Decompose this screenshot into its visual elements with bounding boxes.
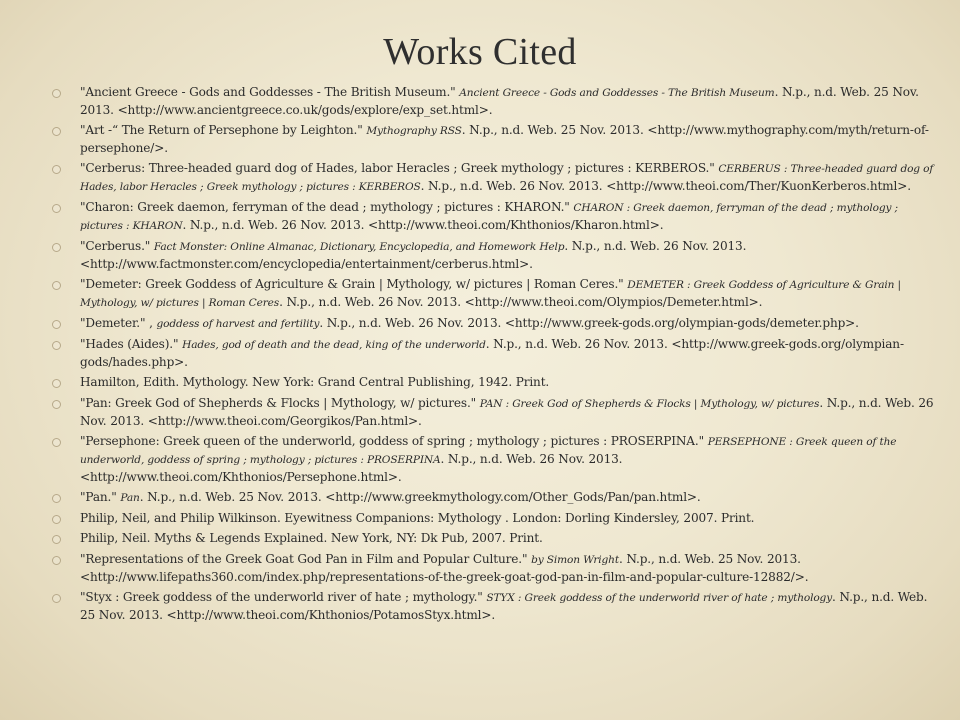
reference-text: Philip, Neil, and Philip Wilkinson. Eyewitness Companions: Mythology . London: Dorling Kindersley, 2007. Print. xyxy=(80,510,755,525)
bullet-icon xyxy=(52,515,61,524)
reference-source-title: PERSEPHONE : Greek queen of the underworld, goddess of spring ; mythology ; pictures : PROSERPINA xyxy=(80,435,897,466)
reference-source-title: Pan xyxy=(120,491,140,504)
reference-text: "Art -“ The Return of Persephone by Leighton." xyxy=(80,123,367,137)
bullet-icon xyxy=(52,594,61,603)
reference-source-title: goddess of harvest and fertility xyxy=(156,318,320,330)
reference-details: . N.p., n.d. Web. 26 Nov. 2013. <http://www.greek-gods.org/olympian-gods/demeter.php>. xyxy=(319,316,859,330)
reference-item xyxy=(52,122,942,157)
bullet-icon xyxy=(52,379,61,388)
reference-text: Hamilton, Edith. Mythology. New York: Grand Central Publishing, 1942. Print. xyxy=(80,374,550,389)
reference-source-title: PAN : Greek God of Shepherds & Flocks | Mythology, w/ pictures xyxy=(479,397,820,410)
reference-source-title: Fact Monster: Online Almanac, Dictionary, Encyclopedia, and Homework Help xyxy=(153,241,565,253)
reference-text: "Cerberus: Three-headed guard dog of Hades, labor Heracles ; Greek mythology ; pictures : KERBEROS." xyxy=(80,161,719,175)
reference-item xyxy=(52,489,942,507)
reference-details: . N.p., n.d. Web. 26 Nov. 2013. <http://www.theoi.com/Georgikos/Pan.html>. xyxy=(80,395,934,428)
reference-source-title: by Simon Wright xyxy=(531,554,619,567)
reference-details: . N.p., n.d. Web. 25 Nov. 2013. <http://www.ancientgreece.co.uk/gods/explore/exp_set.html>. xyxy=(80,85,919,118)
bullet-icon xyxy=(52,341,61,350)
reference-item xyxy=(52,238,942,273)
bullet-icon xyxy=(52,535,61,544)
reference-text: "Charon: Greek daemon, ferryman of the dead ; mythology ; pictures : KHARON." xyxy=(80,200,574,214)
reference-details: . N.p., n.d. Web. 26 Nov. 2013. <http://www.greek-gods.org/olympian-gods/hades.php>. xyxy=(80,336,904,369)
reference-item xyxy=(52,374,942,392)
reference-item xyxy=(52,589,942,624)
reference-source-title: Mythography RSS xyxy=(366,125,462,137)
reference-text: "Styx : Greek goddess of the underworld river of hate ; mythology." xyxy=(80,590,487,605)
reference-details: . N.p., n.d. Web. 26 Nov. 2013. <http://www.theoi.com/Ther/KuonKerberos.html>. xyxy=(420,179,911,194)
reference-item xyxy=(52,160,942,196)
reference-text: "Demeter." , xyxy=(80,316,157,330)
reference-source-title: Ancient Greece - Gods and Goddesses - The British Museum xyxy=(459,87,775,99)
bullet-icon xyxy=(52,494,61,503)
reference-text: "Ancient Greece - Gods and Goddesses - The British Museum." xyxy=(80,85,460,99)
reference-item xyxy=(52,276,942,312)
reference-text: "Representations of the Greek Goat God Pan in Film and Popular Culture." xyxy=(80,552,532,567)
reference-text: "Pan." xyxy=(80,489,121,504)
reference-details: . N.p., n.d. Web. 26 Nov. 2013. <http://www.theoi.com/Khthonios/Persephone.html>. xyxy=(80,451,623,484)
reference-source-title: CHARON : Greek daemon, ferryman of the dead ; mythology ; pictures : KHARON xyxy=(80,202,898,233)
reference-text: "Hades (Aides)." xyxy=(80,336,183,351)
reference-details: . N.p., n.d. Web. 25 Nov. 2013. <http://www.theoi.com/Khthonios/PotamosStyx.html>. xyxy=(80,590,928,623)
bullet-icon xyxy=(52,204,61,213)
reference-item xyxy=(52,336,942,371)
bullet-icon xyxy=(52,127,61,136)
bullet-icon xyxy=(52,400,61,409)
reference-item xyxy=(52,315,942,333)
reference-item xyxy=(52,530,942,548)
reference-details: . N.p., n.d. Web. 26 Nov. 2013. <http://www.theoi.com/Khthonios/Kharon.html>. xyxy=(182,218,664,233)
bullet-icon xyxy=(52,165,61,174)
bullet-icon xyxy=(52,89,61,98)
reference-item xyxy=(52,551,942,586)
bullet-icon xyxy=(52,243,61,252)
reference-item xyxy=(52,510,942,528)
reference-details: . N.p., n.d. Web. 26 Nov. 2013. <http://www.theoi.com/Olympios/Demeter.html>. xyxy=(279,295,763,310)
bullet-icon xyxy=(52,281,61,290)
slide-title: Works Cited xyxy=(383,31,577,73)
works-cited-list xyxy=(52,84,942,627)
reference-item xyxy=(52,199,942,235)
reference-source-title: Hades, god of death and the dead, king of the underworld xyxy=(182,338,486,351)
reference-source-title: STYX : Greek goddess of the underworld river of hate ; mythology xyxy=(486,592,833,605)
reference-text: "Pan: Greek God of Shepherds & Flocks | Mythology, w/ pictures." xyxy=(80,395,480,410)
reference-details: . N.p., n.d. Web. 25 Nov. 2013. <http://www.greekmythology.com/Other_Gods/Pan/pan.html>. xyxy=(139,489,701,504)
reference-details: . N.p., n.d. Web. 26 Nov. 2013. <http://www.factmonster.com/encyclopedia/entertainment/cerberus.html>. xyxy=(80,239,747,272)
bullet-icon xyxy=(52,556,61,565)
reference-details: . N.p., n.d. Web. 25 Nov. 2013. <http://www.lifepaths360.com/index.php/representations-of-the-greek-goat-god-pan-in-film-and-popular-culture-12882/>. xyxy=(80,552,809,585)
bullet-icon xyxy=(52,320,61,329)
reference-item xyxy=(52,433,942,487)
reference-text: "Persephone: Greek queen of the underworld, goddess of spring ; mythology ; pictures : PROSERPINA." xyxy=(80,433,708,448)
reference-text: "Cerberus." xyxy=(80,239,154,253)
reference-details: . N.p., n.d. Web. 25 Nov. 2013. <http://www.mythography.com/myth/return-of-persephone/>. xyxy=(80,123,929,156)
reference-source-title: CERBERUS : Three-headed guard dog of Hades, labor Heracles ; Greek mythology ; pictures : KERBEROS xyxy=(80,163,934,194)
reference-text: "Demeter: Greek Goddess of Agriculture & Grain | Mythology, w/ pictures | Roman Ceres." xyxy=(80,277,628,291)
reference-source-title: DEMETER : Greek Goddess of Agriculture & Grain | Mythology, w/ pictures | Roman Ceres xyxy=(80,279,901,310)
reference-item xyxy=(52,84,942,119)
bullet-icon xyxy=(52,438,61,447)
reference-text: Philip, Neil. Myths & Legends Explained. New York, NY: Dk Pub, 2007. Print. xyxy=(80,531,543,546)
reference-item xyxy=(52,395,942,430)
